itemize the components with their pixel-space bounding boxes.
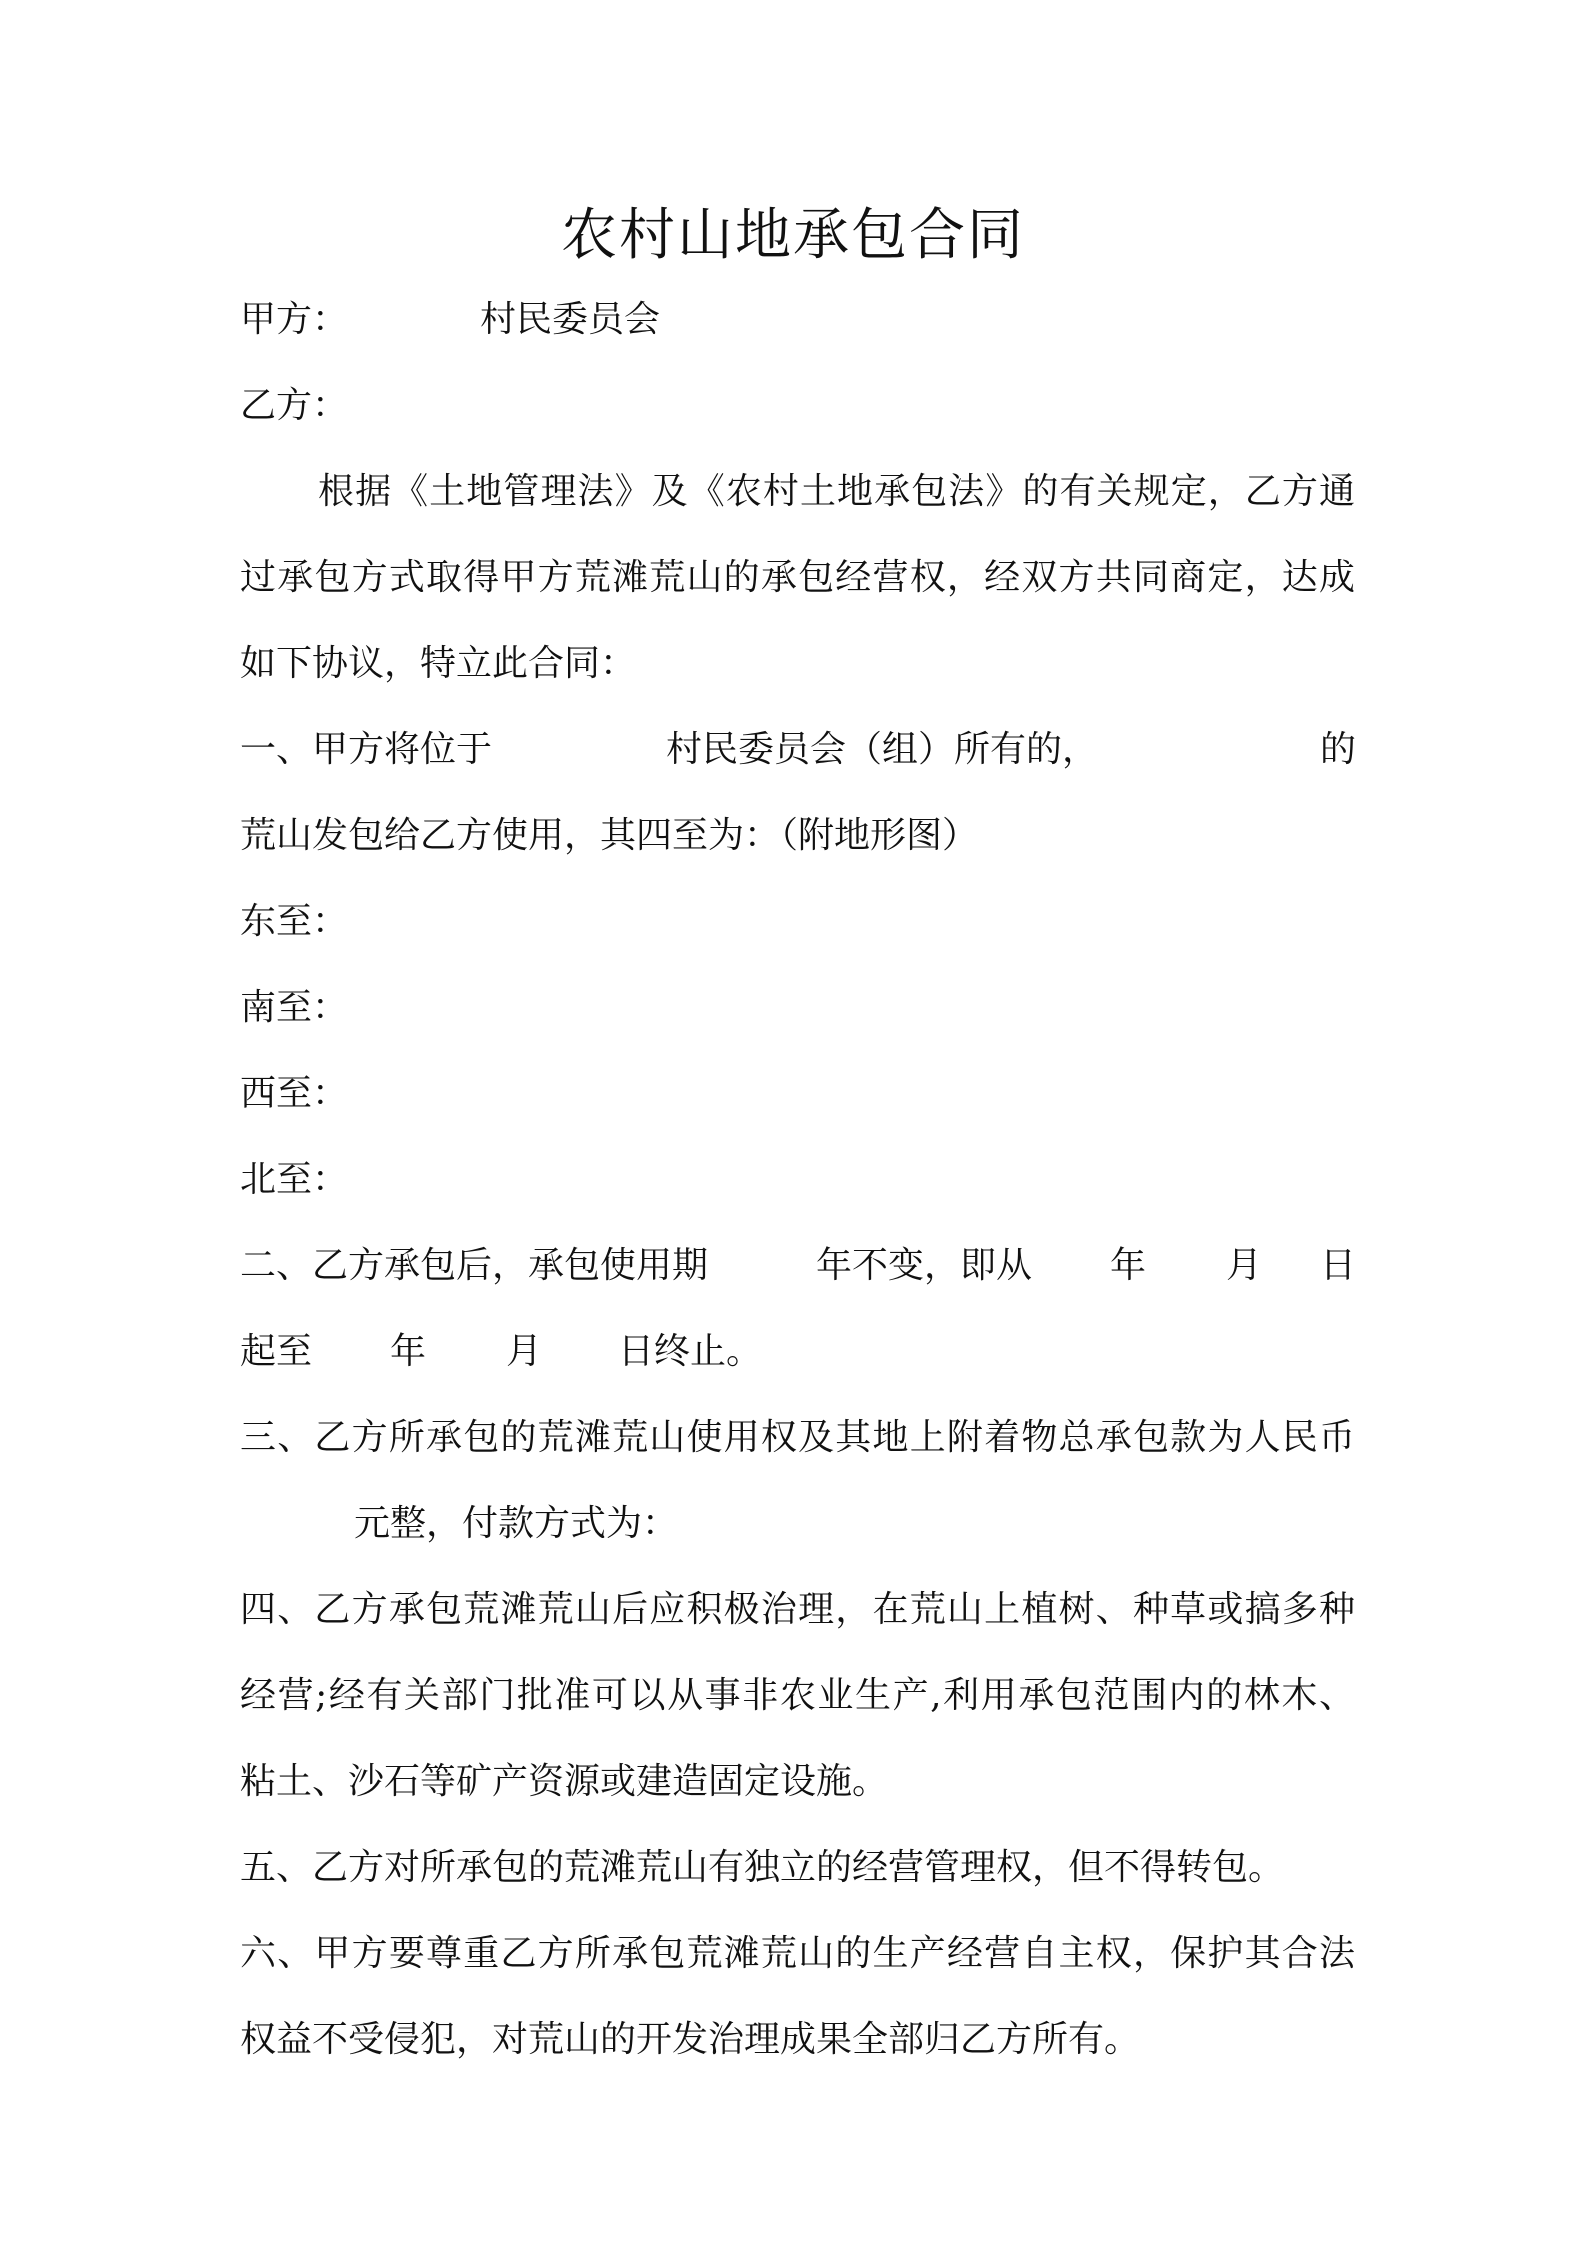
clause-6-line-1: 六、甲方要尊重乙方所承包荒滩荒山的生产经营自主权，保护其合法	[240, 1933, 1355, 1974]
boundary-north: 北至：	[240, 1159, 349, 1200]
party-a-value: 村民委员会	[480, 299, 661, 340]
party-a-label: 甲方：	[240, 299, 349, 340]
clause-2-month: 月	[1226, 1245, 1263, 1286]
clause-2-line-2	[240, 1322, 1355, 1382]
party-a-line	[240, 290, 1355, 350]
clause-4-line-3: 粘土、沙石等矿产资源或建造固定设施。	[240, 1761, 889, 1802]
clause-2-year: 年	[1110, 1245, 1147, 1286]
clause-3-line-1: 三、乙方所承包的荒滩荒山使用权及其地上附着物总承包款为人民币	[240, 1417, 1355, 1458]
intro-line-1: 根据《土地管理法》及《农村土地承包法》的有关规定，乙方通	[318, 471, 1355, 512]
clause-2-from: 起至	[240, 1331, 313, 1372]
clause-1-line-1	[240, 720, 1355, 780]
clause-2-part-b: 年不变，即从	[816, 1245, 1033, 1286]
clause-1-part-b: 村民委员会（组）所有的，	[666, 729, 1099, 770]
clause-2-part-a: 二、乙方承包后，承包使用期	[240, 1245, 709, 1286]
clause-1-part-a: 一、甲方将位于	[240, 729, 493, 770]
boundary-east: 东至：	[240, 901, 349, 942]
clause-2-end-year: 年	[390, 1331, 427, 1372]
boundary-south: 南至：	[240, 987, 349, 1028]
clause-3-line-2: 元整，付款方式为：	[354, 1503, 679, 1544]
clause-4-line-1: 四、乙方承包荒滩荒山后应积极治理，在荒山上植树、种草或搞多种	[240, 1589, 1355, 1630]
intro-line-2: 过承包方式取得甲方荒滩荒山的承包经营权，经双方共同商定，达成	[240, 557, 1355, 598]
document-title: 农村山地承包合同	[561, 203, 1025, 268]
intro-line-3: 如下协议，特立此合同：	[240, 643, 637, 684]
clause-6-line-2: 权益不受侵犯，对荒山的开发治理成果全部归乙方所有。	[240, 2019, 1141, 2060]
clause-2-day: 日	[1320, 1245, 1357, 1286]
party-b-line	[240, 376, 1355, 436]
party-b-label: 乙方：	[240, 385, 349, 426]
clause-2-end-day: 日终止。	[618, 1331, 763, 1372]
boundary-west: 西至：	[240, 1073, 349, 1114]
clause-1-part-c: 的	[1320, 729, 1357, 770]
clause-1-line-2: 荒山发包给乙方使用，其四至为：（附地形图）	[240, 815, 979, 856]
clause-5-line-1: 五、乙方对所承包的荒滩荒山有独立的经营管理权，但不得转包。	[240, 1847, 1285, 1888]
clause-2-line-1	[240, 1236, 1355, 1296]
clause-4-line-2: 经营;经有关部门批准可以从事非农业生产,利用承包范围内的林木、	[240, 1675, 1355, 1716]
clause-2-end-month: 月	[506, 1331, 543, 1372]
